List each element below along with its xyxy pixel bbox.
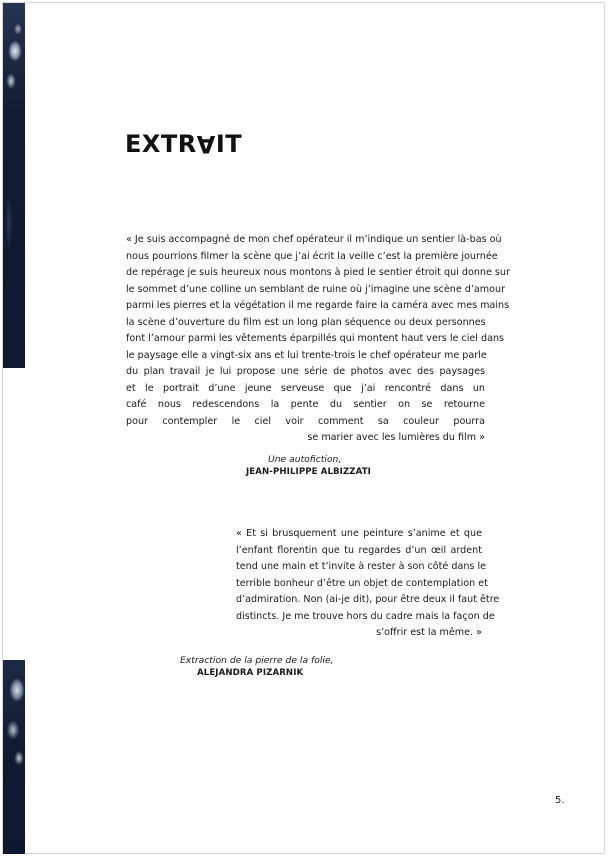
excerpt2-author: ALEJANDRA PIZARNIK <box>197 668 304 678</box>
title-prefix: EXTR <box>125 130 197 158</box>
excerpt2-line: tend une main et t’invite à rester à son côté dans le <box>236 561 487 572</box>
excerpt1-line: parmi les pierres et la végétation il me regarde faire la caméra avec mes mains <box>126 300 510 311</box>
photo-strip-top <box>3 3 25 368</box>
title-suffix: IT <box>215 130 243 158</box>
excerpt1-author: JEAN-PHILIPPE ALBIZZATI <box>246 467 371 477</box>
title-flipped-letter: A <box>196 130 216 158</box>
page-title <box>125 129 242 159</box>
excerpt2-line: d’admiration. Non (ai-je dit), pour être deux il faut être <box>236 594 500 605</box>
excerpt-autofiction <box>126 232 510 447</box>
excerpt1-work-title: Une autofiction, <box>268 454 342 465</box>
page-number: 5. <box>555 795 565 806</box>
excerpt-pizarnik <box>236 526 500 642</box>
excerpt1-line: se marier avec les lumières du film » <box>307 432 485 443</box>
excerpt2-line: distincts. Je me trouve hors du cadre mais la façon de <box>236 610 495 622</box>
excerpt2-line: l’enfant florentin que tu regardes d’un œil ardent <box>236 544 482 556</box>
excerpt1-line: font l’amour parmi les vêtements éparpillés qui montent haut vers le ciel dans <box>126 333 505 344</box>
excerpt1-line: pour contempler le ciel voir comment sa couleur pourra <box>126 415 485 427</box>
excerpt2-work-title: Extraction de la pierre de la folie, <box>180 655 334 666</box>
excerpt2-line: s’offrir est la même. » <box>376 627 482 638</box>
excerpt1-line: le paysage elle a vingt-six ans et lui trente-trois le chef opérateur me parle <box>126 349 487 361</box>
excerpt1-line: du plan travail je lui propose une série de photos avec des paysages <box>126 366 485 377</box>
excerpt1-line: et le portrait d’une jeune serveuse que j’ai rencontré dans un <box>126 382 485 394</box>
excerpt1-line: café nous redescendons la pente du sentier on se retourne <box>126 399 485 410</box>
excerpt2-line: terrible bonheur d’être un objet de contemplation et <box>236 577 488 589</box>
excerpt1-line: de repérage je suis heureux nous montons à pied le sentier étroit qui donne sur <box>126 267 510 278</box>
excerpt1-line: la scène d’ouverture du film est un long plan séquence ou deux personnes <box>126 316 486 328</box>
photo-strip-bottom <box>3 660 25 854</box>
excerpt2-line: « Et si brusquement une peinture s’anime et que <box>236 528 482 539</box>
excerpt1-line: nous pourrions filmer la scène que j’ai écrit la veille c’est la première journée <box>126 250 498 262</box>
excerpt1-line: « Je suis accompagné de mon chef opérateur il m’indique un sentier là-bas où <box>126 234 502 245</box>
excerpt1-line: le sommet d’une colline un semblant de ruine où j’imagine une scène d’amour <box>126 283 506 295</box>
